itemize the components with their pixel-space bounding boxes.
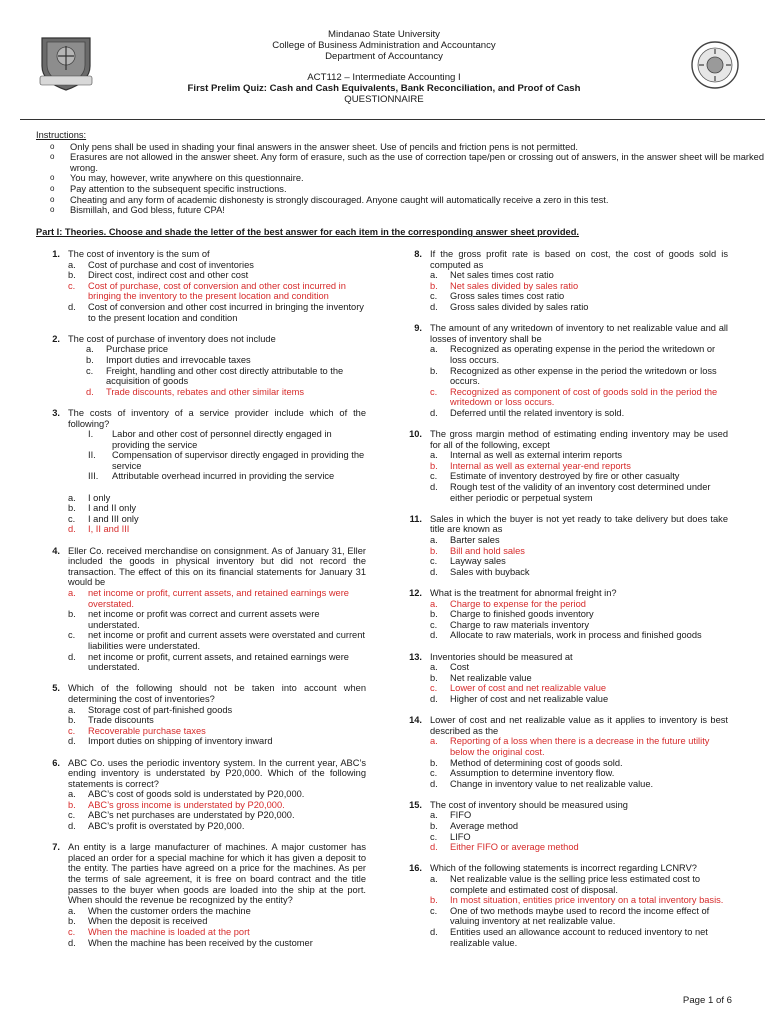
- choice-letter: d.: [430, 301, 438, 312]
- choice-text: When the machine has been received by the customer: [88, 937, 313, 948]
- question-number: 7.: [52, 842, 60, 853]
- choice-text: net income or profit was correct and current assets were understated.: [88, 609, 320, 630]
- answer-choice: [430, 758, 728, 769]
- choice-letter: a.: [430, 450, 438, 461]
- roman-statement-list: [88, 429, 366, 482]
- choice-text: Storage cost of part-finished goods: [88, 704, 233, 715]
- choice-letter: a.: [430, 598, 438, 609]
- question-item: [36, 408, 366, 535]
- answer-choices: [430, 736, 728, 789]
- answer-choice: [430, 270, 728, 281]
- choice-text: Net sales times cost ratio: [450, 270, 554, 281]
- answer-choice: [68, 302, 366, 323]
- choice-text: Freight, handling and other cost directly attributable to the acquisition of goods: [106, 365, 344, 387]
- choice-letter: b.: [68, 916, 76, 927]
- answer-choice-correct: [430, 387, 728, 408]
- roman-numeral: II.: [88, 450, 96, 461]
- choice-text: Average method: [450, 821, 519, 832]
- question-number: 16.: [409, 863, 422, 874]
- choice-letter: c.: [430, 619, 438, 630]
- choice-text: Reporting of a loss when there is a decrease in the future utility below the original cost.: [450, 736, 710, 757]
- question-number: 13.: [409, 651, 422, 662]
- answer-choice-correct: [68, 927, 366, 938]
- choice-letter: d.: [68, 937, 76, 948]
- choice-letter: c.: [430, 905, 438, 916]
- choice-letter: a.: [68, 259, 76, 270]
- choice-letter: c.: [430, 683, 438, 694]
- choice-letter: b.: [68, 609, 76, 620]
- choice-text: Change in inventory value to net realizable value.: [450, 778, 654, 789]
- answer-choice-correct: [430, 736, 728, 757]
- answer-choice: [430, 344, 728, 365]
- choice-letter: c.: [68, 927, 76, 937]
- answer-choices: [68, 906, 366, 948]
- question-item: [398, 715, 728, 789]
- answer-choice: [430, 927, 728, 948]
- choice-text: Purchase price: [106, 344, 169, 355]
- question-item: [398, 514, 728, 578]
- choice-text: One of two methods maybe used to record the income effect of valuing inventory at net realizable value.: [450, 905, 710, 927]
- answer-choice: [68, 652, 366, 673]
- answer-choices: [430, 450, 728, 503]
- question-item: [36, 842, 366, 948]
- choice-text: FIFO: [450, 810, 472, 821]
- choice-text: Barter sales: [450, 535, 500, 546]
- page-number: Page 1 of 6: [682, 995, 732, 1006]
- choice-letter: c.: [430, 291, 438, 302]
- choice-text: Entities used an allowance account to reduced inventory to net realizable value.: [450, 927, 708, 948]
- question-stem: Sales in which the buyer is not yet ready to take delivery but does take title are known as: [430, 513, 728, 535]
- answer-choice-correct: [430, 683, 728, 694]
- choice-text: I and III only: [88, 513, 139, 524]
- choice-text: Cost of purchase, cost of conversion and other cost incurred in bringing the inventory to the present location and condition: [88, 280, 346, 302]
- question-stem: The costs of inventory of a service provider include which of the following?: [68, 407, 366, 429]
- answer-choices: [430, 270, 728, 312]
- choice-text: net income or profit, current assets, and retained earnings were overstated.: [88, 588, 349, 609]
- roman-statement: [88, 471, 366, 482]
- answer-choice: [430, 662, 728, 673]
- answer-choice: [430, 291, 728, 302]
- roman-numeral: III.: [88, 471, 99, 482]
- question-item: [398, 429, 728, 503]
- choice-letter: d.: [68, 736, 76, 747]
- answer-choice: [430, 567, 728, 578]
- choice-text: Higher of cost and net realizable value: [450, 693, 609, 704]
- question-stem: An entity is a large manufacturer of machines. A major customer has placed an order for a special machine for which it has given a deposit to the entity. The parties have agreed on a price for the machines. As per the terms of sale agreement, it is free on board contract and the title passes to the buyer when goods are loaded into the ship at the port. When should the revenue be recognized by the entity?: [68, 842, 366, 906]
- answer-choice: [430, 874, 728, 895]
- choice-letter: b.: [86, 354, 94, 365]
- department-name: Department of Accountancy: [325, 50, 443, 62]
- answer-choice: [68, 736, 366, 747]
- choice-letter: a.: [68, 789, 76, 800]
- choice-text: LIFO: [450, 831, 471, 842]
- question-stem: Lower of cost and net realizable value as it applies to inventory is best described as the: [430, 715, 728, 736]
- answer-choice-correct: [68, 800, 366, 811]
- question-stem: Which of the following should not be taken into account when determining the cost of inventories?: [68, 683, 366, 704]
- choice-letter: a.: [430, 736, 438, 747]
- college-name: College of Business Administration and Accountancy: [272, 39, 496, 51]
- choice-text: Charge to finished goods inventory: [450, 609, 594, 620]
- question-item: [36, 683, 366, 747]
- choice-letter: c.: [430, 556, 438, 567]
- choice-text: Recognized as operating expense in the period the writedown or loss occurs.: [450, 344, 716, 365]
- choice-letter: d.: [430, 778, 438, 789]
- choice-letter: b.: [430, 895, 438, 906]
- question-stem: Which of the following statements is incorrect regarding LCNRV?: [430, 863, 697, 874]
- choice-text: Recoverable purchase taxes: [88, 725, 206, 736]
- answer-choice-correct: [430, 281, 728, 292]
- answer-choice: [430, 471, 728, 482]
- choice-letter: a.: [68, 588, 76, 598]
- choice-letter: d.: [68, 301, 76, 312]
- choice-text: Rough test of the validity of an inventory cost determined under either periodic or perpetual system: [450, 482, 711, 503]
- choice-letter: d.: [430, 927, 438, 937]
- choice-text: I only: [88, 492, 111, 503]
- part-one-title: Part I: Theories. Choose and shade the letter of the best answer for each item in the corresponding answer sheet provided.: [36, 227, 579, 237]
- choice-text: Charge to raw materials inventory: [450, 619, 589, 630]
- question-number: 12.: [409, 588, 422, 598]
- choice-letter: a.: [68, 704, 76, 715]
- choice-text: Cost of purchase and cost of inventories: [88, 259, 254, 270]
- choice-letter: a.: [86, 344, 94, 355]
- answer-choice: [430, 630, 728, 641]
- choice-text: Internal as well as external interim reports: [450, 450, 623, 461]
- quiz-title: First Prelim Quiz: Cash and Cash Equivalents, Bank Reconciliation, and Proof of Cash: [187, 82, 581, 94]
- question-number: 14.: [409, 715, 422, 726]
- question-number: 11.: [409, 513, 422, 524]
- choice-letter: d.: [430, 407, 438, 418]
- choice-text: Net realizable value: [450, 672, 532, 683]
- choice-text: Trade discounts: [88, 715, 154, 726]
- answer-choice-correct: [430, 842, 728, 853]
- answer-choice: [430, 779, 728, 790]
- choice-text: When the machine is loaded at the port: [88, 927, 250, 937]
- choice-letter: a.: [430, 810, 438, 821]
- question-number: 2.: [52, 333, 60, 344]
- choice-text: When the customer orders the machine: [88, 905, 251, 916]
- choice-letter: b.: [430, 545, 438, 556]
- university-name: Mindanao State University: [328, 29, 440, 40]
- choice-text: In most situation, entities price inventory on a total inventory basis.: [450, 895, 724, 906]
- question-item: [398, 588, 728, 641]
- choice-text: Deferred until the related inventory is sold.: [450, 407, 625, 418]
- question-item: [398, 249, 728, 313]
- answer-choice-correct: [430, 895, 728, 906]
- answer-choice-correct: [430, 546, 728, 557]
- question-stem: What is the treatment for abnormal freight in?: [430, 588, 617, 598]
- answer-choice-correct: [68, 726, 366, 737]
- instructions-section: [36, 130, 766, 216]
- choice-text: I and II only: [88, 503, 137, 514]
- question-stem: The cost of inventory should be measured using: [430, 799, 628, 810]
- answer-choice: [68, 503, 366, 514]
- answer-choices: [430, 874, 728, 948]
- answer-choice: [430, 821, 728, 832]
- answer-choice: [430, 906, 728, 927]
- answer-choice: [68, 789, 366, 800]
- choice-text: Cost: [450, 662, 470, 673]
- choice-text: Cost of conversion and other cost incurred in bringing the inventory to the present location and condition: [88, 301, 364, 323]
- answer-choices: [68, 705, 366, 747]
- answer-choice: [430, 620, 728, 631]
- answer-choice: [68, 344, 366, 355]
- answer-choices: [68, 588, 366, 673]
- roman-statement-text: Labor and other cost of personnel directly engaged in providing the service: [112, 429, 332, 450]
- choice-letter: d.: [68, 651, 76, 662]
- answer-choice-correct: [430, 599, 728, 610]
- choice-text: When the deposit is received: [88, 916, 208, 927]
- answer-choice: [430, 832, 728, 843]
- choice-letter: c.: [68, 280, 76, 291]
- question-stem: The gross margin method of estimating ending inventory may be used for all of the following, except: [430, 429, 728, 450]
- choice-text: Recognized as component of cost of goods sold in the period the writedown or loss occurs.: [450, 386, 718, 408]
- question-item: [36, 249, 366, 323]
- question-item: [398, 863, 728, 948]
- answer-choice: [430, 609, 728, 620]
- answer-choices: [430, 344, 728, 418]
- choice-text: ABC’s cost of goods sold is understated by P20,000.: [88, 789, 305, 800]
- choice-text: Assumption to determine inventory flow.: [450, 768, 615, 779]
- choice-text: Net sales divided by sales ratio: [450, 280, 579, 291]
- choice-letter: c.: [68, 630, 76, 641]
- question-item: [36, 334, 366, 398]
- choice-text: Charge to expense for the period: [450, 598, 586, 609]
- question-item: [36, 546, 366, 673]
- choice-text: ABC’s gross income is understated by P20,000.: [88, 799, 285, 810]
- answer-choices: [68, 493, 366, 535]
- answer-choices: [430, 662, 728, 704]
- choice-text: Recognized as other expense in the period the writedown or loss occurs.: [450, 365, 717, 387]
- choice-letter: b.: [68, 503, 76, 514]
- answer-choices: [68, 260, 366, 324]
- answer-choice-correct: [68, 588, 366, 609]
- question-number: 1.: [52, 249, 60, 259]
- question-stem: The amount of any writedown of inventory to net realizable value and all losses of inventory shall be: [430, 323, 728, 344]
- choice-letter: d.: [430, 566, 438, 577]
- document-type: QUESTIONNAIRE: [344, 93, 424, 105]
- choice-text: Trade discounts, rebates and other similar items: [106, 386, 305, 397]
- choice-letter: a.: [430, 874, 438, 885]
- question-item: [398, 323, 728, 418]
- answer-choice: [430, 408, 728, 419]
- question-stem: The cost of purchase of inventory does not include: [68, 333, 276, 344]
- choice-letter: c.: [68, 513, 76, 524]
- question-stem: If the gross profit rate is based on cost, the cost of goods sold is computed as: [430, 249, 728, 270]
- choice-letter: c.: [430, 471, 438, 482]
- instruction-item: o Bismillah, and God bless, future CPA!: [36, 205, 766, 216]
- choice-text: Method of determining cost of goods sold.: [450, 757, 623, 768]
- roman-numeral: I.: [88, 429, 94, 440]
- choice-text: Gross sales times cost ratio: [450, 291, 565, 302]
- choice-letter: b.: [430, 280, 438, 291]
- answer-choice: [68, 366, 366, 387]
- choice-letter: a.: [68, 492, 76, 503]
- answer-choice: [68, 810, 366, 821]
- answer-choice: [430, 482, 728, 503]
- question-item: [36, 758, 366, 832]
- answer-choice: [68, 705, 366, 716]
- answer-choices: [430, 810, 728, 852]
- choice-letter: b.: [68, 715, 76, 726]
- answer-choices: [430, 599, 728, 641]
- choice-text: Net realizable value is the selling price less estimated cost to complete and estimated cost of disposal.: [450, 874, 701, 895]
- choice-letter: d.: [86, 386, 94, 397]
- roman-statement-text: Compensation of supervisor directly engaged in providing the service: [112, 450, 365, 471]
- question-number: 5.: [52, 683, 60, 694]
- answer-choice: [430, 535, 728, 546]
- answer-choice-correct: [68, 281, 366, 302]
- choice-text: Import duties on shipping of inventory inward: [88, 736, 273, 747]
- choice-text: Gross sales divided by sales ratio: [450, 301, 589, 312]
- question-number: 6.: [52, 757, 60, 768]
- choice-letter: d.: [430, 693, 438, 704]
- choice-letter: c.: [68, 810, 76, 821]
- answer-choice: [68, 906, 366, 917]
- choice-text: ABC’s profit is overstated by P20,000.: [88, 821, 245, 832]
- answer-choices: [68, 789, 366, 831]
- instruction-item: o Erasures are not allowed in the answer sheet. Any form of erasure, such as the use of correction tape/pen or crossing out of answers, in the answer sheet will be marked wrong.: [36, 152, 766, 173]
- choice-letter: c.: [430, 831, 438, 842]
- choice-text: Bill and hold sales: [450, 545, 525, 556]
- answer-choice-correct: [430, 461, 728, 472]
- answer-choice: [430, 450, 728, 461]
- question-stem: ABC Co. uses the periodic inventory system. In the current year, ABC’s ending inventory is understated by P20,000. Which of the following statements is correct?: [68, 757, 366, 789]
- instruction-item: o Pay attention to the subsequent specific instructions.: [36, 184, 766, 195]
- answer-choice: [430, 694, 728, 705]
- choice-letter: a.: [430, 535, 438, 546]
- answer-choice: [68, 514, 366, 525]
- choice-letter: b.: [430, 821, 438, 832]
- roman-statement-text: Attributable overhead incurred in providing the service: [112, 471, 335, 482]
- choice-text: Sales with buyback: [450, 566, 530, 577]
- instructions-title: Instructions:: [36, 130, 87, 140]
- questions-left-column: [36, 249, 366, 959]
- answer-choice: [430, 302, 728, 313]
- choice-letter: b.: [430, 672, 438, 683]
- choice-letter: d.: [68, 524, 76, 535]
- answer-choice: [430, 556, 728, 567]
- choice-letter: a.: [68, 905, 76, 916]
- roman-statement: [88, 450, 366, 471]
- answer-choices: [68, 344, 366, 397]
- choice-text: Import duties and irrevocable taxes: [106, 354, 251, 365]
- answer-choice: [68, 715, 366, 726]
- choice-text: ABC’s net purchases are understated by P20,000.: [88, 810, 295, 821]
- question-stem: Eller Co. received merchandise on consignment. As of January 31, Eller included the goods in physical inventory but did not record the transaction. The effect of this on its financial statements for January 31 would be: [68, 545, 366, 588]
- answer-choice: [68, 355, 366, 366]
- choice-letter: a.: [430, 662, 438, 673]
- answer-choice: [68, 821, 366, 832]
- choice-letter: b.: [430, 609, 438, 620]
- answer-choice: [430, 673, 728, 684]
- choice-text: I, II and III: [88, 524, 130, 535]
- question-number: 3.: [52, 407, 60, 418]
- answer-choice: [68, 938, 366, 949]
- choice-letter: b.: [68, 799, 76, 810]
- choice-text: net income or profit, current assets, and retained earnings were understated.: [88, 651, 349, 673]
- choice-letter: d.: [430, 482, 438, 493]
- course-code: ACT112 – Intermediate Accounting I: [307, 72, 461, 84]
- question-item: [398, 652, 728, 705]
- question-item: [398, 800, 728, 853]
- answer-choice: [68, 260, 366, 271]
- choice-letter: c.: [86, 365, 94, 376]
- choice-letter: d.: [430, 842, 438, 853]
- answer-choice: [68, 609, 366, 630]
- answer-choice: [430, 366, 728, 387]
- question-number: 4.: [52, 545, 60, 556]
- instructions-list: [36, 142, 766, 216]
- choice-text: Internal as well as external year-end reports: [450, 460, 631, 471]
- answer-choice: [68, 630, 366, 651]
- answer-choices: [430, 535, 728, 577]
- choice-letter: b.: [430, 365, 438, 376]
- choice-text: Layway sales: [450, 556, 506, 567]
- answer-choice: [68, 493, 366, 504]
- answer-choice-correct: [68, 387, 366, 398]
- answer-choice: [68, 270, 366, 281]
- header-divider: [20, 119, 765, 120]
- choice-text: Either FIFO or average method: [450, 842, 579, 853]
- answer-choice: [430, 810, 728, 821]
- choice-letter: a.: [430, 344, 438, 355]
- question-number: 10.: [409, 429, 422, 440]
- answer-choice: [430, 768, 728, 779]
- question-number: 8.: [414, 249, 422, 259]
- choice-letter: d.: [68, 821, 76, 832]
- choice-letter: c.: [430, 386, 438, 397]
- instruction-item: o Cheating and any form of academic dishonesty is strongly discouraged. Anyone caught will automatically receive a zero in this test.: [36, 195, 766, 206]
- choice-text: Estimate of inventory destroyed by fire or other casualty: [450, 471, 680, 482]
- choice-letter: c.: [430, 768, 438, 779]
- questions-right-column: [398, 249, 728, 959]
- choice-text: net income or profit and current assets were overstated and current liabilities were understated.: [88, 630, 365, 651]
- choice-letter: d.: [430, 630, 438, 641]
- choice-text: Direct cost, indirect cost and other cost: [88, 270, 249, 281]
- choice-letter: c.: [68, 725, 76, 736]
- question-number: 15.: [409, 799, 422, 810]
- choice-text: Allocate to raw materials, work in process and finished goods: [450, 630, 702, 641]
- question-number: 9.: [414, 323, 422, 334]
- instruction-item: o You may, however, write anywhere on this questionnaire.: [36, 173, 766, 184]
- answer-choice: [68, 916, 366, 927]
- answer-choice-correct: [68, 524, 366, 535]
- document-header: [0, 30, 768, 106]
- instruction-item: o Only pens shall be used in shading your final answers in the answer sheet. Use of pencils and friction pens is not permitted.: [36, 142, 766, 153]
- choice-letter: b.: [68, 270, 76, 281]
- choice-text: Lower of cost and net realizable value: [450, 683, 607, 694]
- roman-statement: [88, 429, 366, 450]
- question-stem: Inventories should be measured at: [430, 651, 573, 662]
- choice-letter: a.: [430, 270, 438, 281]
- choice-letter: b.: [430, 460, 438, 471]
- choice-letter: b.: [430, 757, 438, 768]
- question-stem: The cost of inventory is the sum of: [68, 249, 210, 259]
